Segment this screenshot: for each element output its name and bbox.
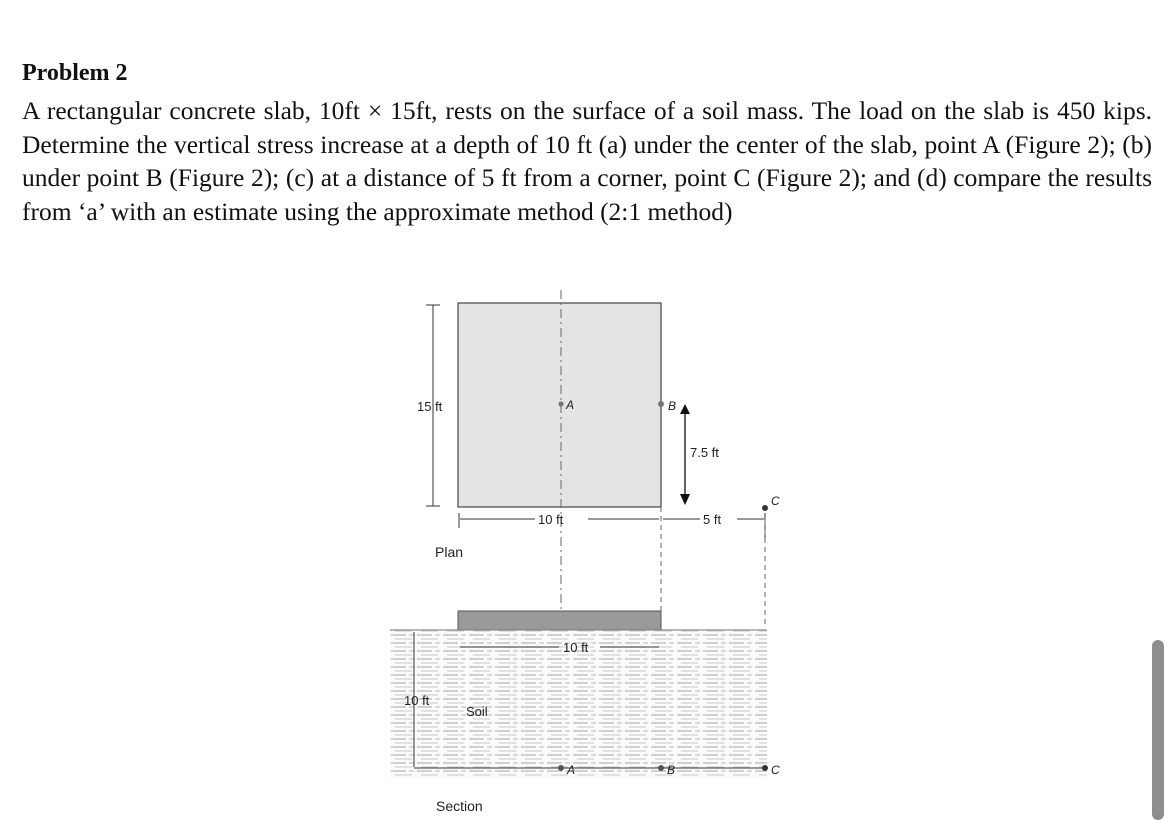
plan-point-c-label: C	[771, 494, 780, 508]
plan-b-arrow-down	[680, 494, 690, 505]
plan-b-arrow-up	[680, 404, 690, 414]
section-depth-label: 10 ft	[404, 693, 430, 708]
plan-point-b	[658, 401, 664, 407]
section-point-c-label: C	[771, 763, 780, 777]
section-point-a	[558, 765, 564, 771]
section-point-a-label: A	[567, 763, 576, 777]
section-view	[390, 611, 780, 814]
plan-point-b-label: B	[668, 399, 677, 413]
plan-caption: Plan	[435, 544, 464, 560]
section-soil-label: Soil	[466, 704, 488, 719]
vertical-scrollbar[interactable]	[1152, 640, 1164, 820]
section-point-b-label: B	[667, 763, 676, 777]
plan-point-c	[762, 505, 768, 511]
section-caption: Section	[436, 798, 483, 814]
section-point-b	[658, 765, 664, 771]
problem-title: Problem 2	[22, 60, 128, 86]
plan-height-label: 15 ft	[417, 399, 443, 414]
section-point-c	[762, 765, 768, 771]
section-slab	[458, 611, 661, 630]
plan-width-label: 10 ft	[538, 512, 564, 527]
plan-point-a-label: A	[566, 398, 575, 412]
problem-statement: A rectangular concrete slab, 10ft × 15ft, rests on the surface of a soil mass. The load on the slab is 450 kips. Determine the vertical stress increase at a depth of 10 ft (a) under the center of the slab, point A (Figure 2); (b) under point B (Figure 2); (c) at a distance of 5 ft from a corner, point C (Figure 2); and (d) compare the results from ‘a’ with an estimate using the approximate method (2:1 method)	[22, 96, 1152, 226]
section-width-label: 10 ft	[563, 640, 589, 655]
plan-c-dimension-label: 5 ft	[703, 512, 722, 527]
plan-point-a	[558, 401, 563, 406]
plan-b-dimension-label: 7.5 ft	[690, 445, 719, 460]
